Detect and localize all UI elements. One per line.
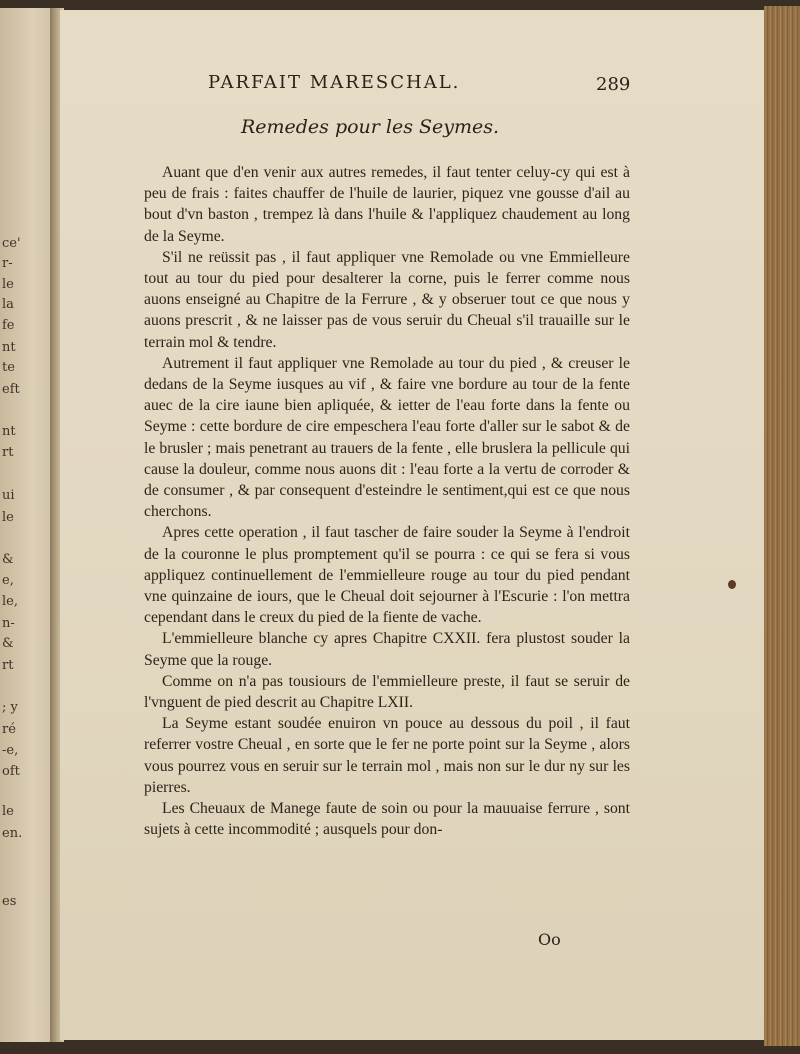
margin-fragment: nt [2,340,16,355]
margin-fragment: le [2,277,14,292]
margin-fragment: es [2,894,17,909]
margin-fragment: ui [2,488,15,503]
margin-fragment: & [2,552,14,567]
book-page [60,10,766,1040]
paragraph: Les Cheuaux de Manege faute de soin ou pour la mauuaise ferrure , sont sujets à cette incommodité ; ausquels pour don- [144,800,630,839]
page-edges [764,6,800,1046]
margin-fragment: rt [2,658,14,673]
ink-speck [728,580,736,589]
margin-fragment: oft [2,764,20,779]
margin-fragment: le [2,510,14,525]
margin-fragment: fe [2,318,15,333]
page-number: 289 [596,74,631,95]
margin-fragment: & [2,636,14,651]
body-text [144,162,630,841]
margin-fragment: r- [2,256,13,271]
margin-fragment: n- [2,616,15,631]
paragraph: Auant que d'en venir aux autres remedes, il faut tenter celuy-cy qui est à peu de frais : faites chauffer de l'huile de laurier, piquez vne gousse d'ail au bout d'vn baston , trempez là dans l'huile & l'appliquez chaudement au long de la Seyme. [144,164,630,245]
margin-fragment: rt [2,445,14,460]
margin-fragment: e, [2,573,14,588]
margin-fragment: le, [2,594,18,609]
paragraph: S'il ne reüssit pas , il faut appliquer vne Remolade ou vne Emmielleure tout au tour du pied pour desalterer la corne, puis le ferrer comme nous auons enseigné au Chapitre de la Ferrure , & y obseruer tout ce que nous y auons prescrit , & ne laisser pas de vous seruir du Cheual s'il trauaille sur le terrain mol & tendre. [144,248,630,351]
margin-fragment: eft [2,382,20,397]
margin-fragment: ré [2,722,16,737]
facing-page-fragment [0,8,56,1042]
paragraph: La Seyme estant soudée enuiron vn pouce au dessous du poil , il faut referrer vostre Cheual , en sorte que le fer ne porte point sur la Seyme , alors vous pourrez vous en seruir sur le terrain mol , mais non sur le dur ny sur les pierres. [144,715,630,796]
running-head: PARFAIT MARESCHAL. [208,72,461,93]
margin-fragment: ; y [2,700,18,715]
margin-fragment: le [2,804,14,819]
paragraph: Comme on n'a pas tousiours de l'emmielleure preste, il faut se seruir de l'vnguent de pied descrit au Chapitre LXII. [144,672,630,712]
paragraph: L'emmielleure blanche cy apres Chapitre CXXII. fera plustost souder la Seyme que la rouge. [144,630,630,669]
margin-fragment: ce' [2,236,21,251]
margin-fragment: te [2,360,15,375]
margin-fragment: la [2,297,14,312]
paragraph: Autrement il faut appliquer vne Remolade au tour du pied , & creuser le dedans de la Seyme iusques au vif , & faire vne bordure au tour de la fente auec de la cire iaune bien apliquée, & ietter de l'eau forte dans la fente ou Seyme : cette bordure de cire empeschera l'eau forte d'aller sur le sabot & de le brusler ; mais penetrant au trauers de la fente , elle bruslera la pellicule qui cause la douleur, comme nous auons dit : l'eau forte a la vertu de corroder & de consumer , & par consequent d'esteindre le sentiment,qui est ce que nous cherchons. [144,354,630,521]
margin-fragment: nt [2,424,16,439]
signature-mark: Oo [538,930,561,949]
section-title: Remedes pour les Seymes. [240,116,500,138]
margin-fragment: -e, [2,743,19,758]
margin-fragment: en. [2,826,23,841]
paragraph: Apres cette operation , il faut tascher de faire souder la Seyme à l'endroit de la couronne le plus promptement qu'il se pourra : ce qui se fera si vous appliquez continuellement de l'emmielleure rouge au tour du pied pendant vne quinzaine de iours, que le Cheual doit sejourner à l'Escurie : l'on mettra cependant dans le creux du pied de la fiente de vache. [144,524,630,627]
